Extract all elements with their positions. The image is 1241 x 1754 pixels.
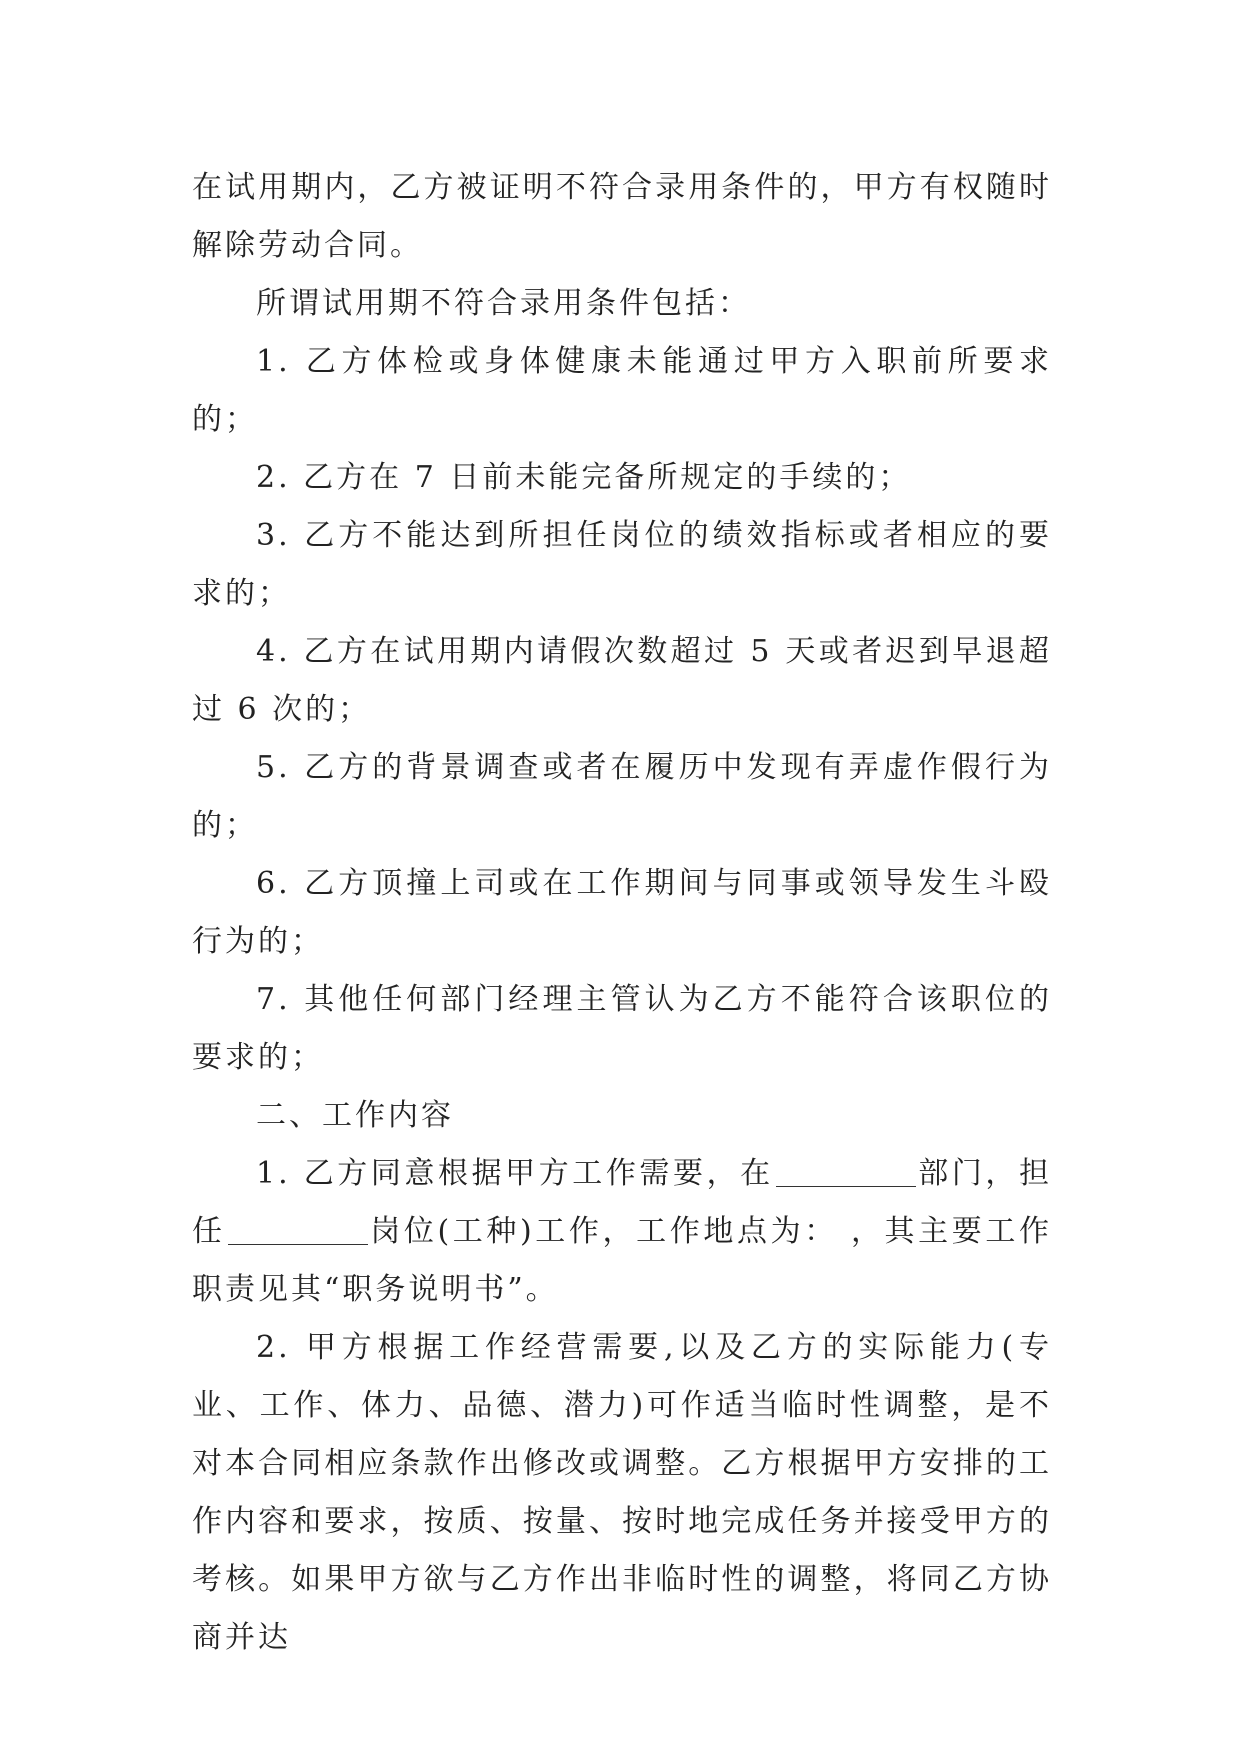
work-assignment-text-1: 1. 乙方同意根据甲方工作需要，在 xyxy=(256,1156,774,1191)
list-item: 4. 乙方在试用期内请假次数超过 5 天或者迟到早退超过 6 次的； xyxy=(192,634,1052,727)
paragraph-work-adjustment: 2. 甲方根据工作经营需要,以及乙方的实际能力(专业、工作、体力、品德、潜力)可作适当临时性调整，是不对本合同相应条款作出修改或调整。乙方根据甲方安排的工作内容和要求，按质、按量、按时地完成任务并接受甲方的考核。如果甲方欲与乙方作出非临时性的调整，将同乙方协商并达 xyxy=(192,1330,1052,1655)
work-assignment-text-2: 部门，担任 xyxy=(192,1156,1052,1249)
position-blank-field xyxy=(228,1214,368,1245)
paragraph-work-assignment xyxy=(192,1145,1052,1319)
list-item: 3. 乙方不能达到所担任岗位的绩效指标或者相应的要求的； xyxy=(192,518,1052,611)
document-body xyxy=(192,159,1052,1667)
list-item: 2. 乙方在 7 日前未能完备所规定的手续的； xyxy=(256,460,912,495)
paragraph-probation-termination: 在试用期内，乙方被证明不符合录用条件的，甲方有权随时解除劳动合同。 xyxy=(192,170,1052,263)
work-assignment-text-3: 岗位(工种)工作，工作地点为： ，其主要工作职责见其“职务说明书”。 xyxy=(192,1214,1053,1307)
section-heading-work-content: 二、工作内容 xyxy=(256,1098,454,1133)
list-item: 5. 乙方的背景调查或者在履历中发现有弄虚作假行为的； xyxy=(192,750,1052,843)
list-item: 1. 乙方体检或身体健康未能通过甲方入职前所要求的； xyxy=(192,344,1052,437)
list-item: 7. 其他任何部门经理主管认为乙方不能符合该职位的要求的； xyxy=(192,982,1052,1075)
list-item: 6. 乙方顶撞上司或在工作期间与同事或领导发生斗殴行为的； xyxy=(192,866,1052,959)
paragraph-conditions-intro: 所谓试用期不符合录用条件包括： xyxy=(256,286,751,321)
department-blank-field xyxy=(776,1156,916,1187)
